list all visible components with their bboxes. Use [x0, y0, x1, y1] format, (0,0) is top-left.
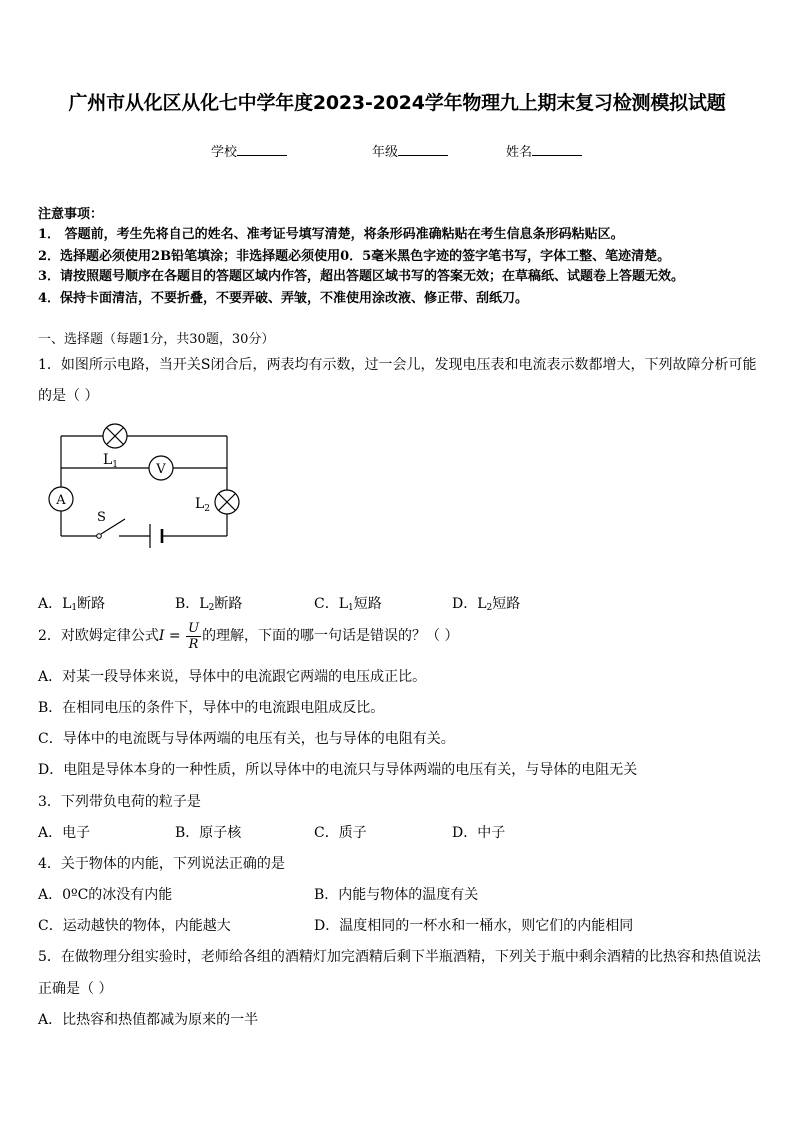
school-blank — [237, 144, 287, 156]
school-field — [211, 141, 287, 160]
note-item: 4．保持卡面清洁，不要折叠，不要弄破、弄皱，不准使用涂改液、修正带、刮纸刀。 — [38, 291, 529, 306]
formula-fraction: $\frac{U}{R}$ — [188, 620, 200, 652]
q4-option-b: B．内能与物体的温度有关 — [314, 887, 479, 903]
lamp-l1-icon — [103, 424, 127, 448]
switch-label: S — [97, 510, 106, 525]
q4-stem: 4．关于物体的内能，下列说法正确的是 — [38, 856, 285, 872]
note-item: 3．请按照题号顺序在各题目的答题区域内作答，超出答题区域书写的答案无效；在草稿纸、试题卷上答题无效。 — [38, 269, 685, 284]
grade-blank — [398, 144, 448, 156]
q5-option-a: A．比热容和热值都减为原来的一半 — [38, 1012, 259, 1028]
note-item: 2．选择题必须使用2B铅笔填涂；非选择题必须使用0．5毫米黑色字迹的签字笔书写，字体工整、笔迹清楚。 — [38, 249, 671, 264]
circuit-diagram — [45, 420, 245, 550]
q1-option-b: B．$L_2$断路 — [175, 596, 243, 613]
q4-option-a: A．0ºC的冰没有内能 — [38, 887, 173, 903]
q2-stem: 2．对欧姆定律公式I = $\frac{U}{R}$ 的理解，下面的哪一句话是错误的？（ ） — [38, 620, 459, 652]
voltmeter-icon — [149, 456, 173, 480]
svg-text:A: A — [56, 493, 66, 508]
name-field — [506, 141, 582, 160]
lamp-l2-label: $L_2$ — [195, 496, 211, 514]
formula-lhs: I — [158, 628, 165, 644]
name-label: 姓名 — [506, 145, 533, 160]
q3-option-d: D．中子 — [452, 825, 506, 841]
q2-stem-pre: 2．对欧姆定律公式 — [38, 628, 159, 644]
grade-field — [372, 141, 448, 160]
q4-option-d: D．温度相同的一杯水和一桶水，则它们的内能相同 — [314, 918, 634, 934]
q3-option-b: B．原子核 — [175, 825, 242, 841]
q2-option-c: C．导体中的电流既与导体两端的电压有关，也与导体的电阻有关。 — [38, 731, 455, 747]
name-blank — [532, 144, 582, 156]
q3-option-a: A．电子 — [38, 825, 91, 841]
page-title: 广州市从化区从化七中学年度2023-2024学年物理九上期末复习检测模拟试题 — [68, 92, 726, 114]
q5-stem-line2: 正确是（ ） — [38, 981, 113, 997]
q3-stem: 3．下列带负电荷的粒子是 — [38, 794, 201, 810]
grade-label: 年级 — [372, 145, 399, 160]
q2-option-b: B．在相同电压的条件下，导体中的电流跟电阻成反比。 — [38, 700, 385, 716]
q4-option-c: C．运动越快的物体，内能越大 — [38, 918, 231, 934]
notes-heading: 注意事项： — [38, 207, 104, 222]
q2-stem-post: 的理解，下面的哪一句话是错误的？（ ） — [202, 628, 459, 644]
ammeter-icon — [49, 487, 73, 511]
lamp-l1-label: $L_1$ — [103, 452, 119, 470]
q1-option-a: A．$L_1$断路 — [38, 596, 106, 613]
note-item: 1． 答题前，考生先将自己的姓名、准考证号填写清楚，将条形码准确粘贴在考生信息条形码粘贴区。 — [38, 227, 624, 242]
q1-option-d: D．$L_2$短路 — [452, 596, 521, 613]
q3-option-c: C．质子 — [314, 825, 367, 841]
lamp-l2-icon — [215, 490, 239, 514]
q1-stem-line2: 的是（ ） — [38, 388, 99, 404]
q1-stem-line1: 1．如图所示电路，当开关S闭合后，两表均有示数，过一会儿，发现电压表和电流表示数都增大，下列故障分析可能 — [38, 357, 757, 373]
q5-stem-line1: 5．在做物理分组实验时，老师给各组的酒精灯加完酒精后剩下半瓶酒精，下列关于瓶中剩余酒精的比热容和热值说法 — [38, 949, 761, 965]
q1-option-c: C．$L_1$短路 — [314, 596, 382, 613]
school-label: 学校 — [211, 145, 238, 160]
switch-contact — [97, 534, 102, 539]
q2-option-d: D．电阻是导体本身的一种性质，所以导体中的电流只与导体两端的电压有关，与导体的电阻无关 — [38, 762, 638, 778]
svg-text:V: V — [156, 462, 166, 477]
section-heading: 一、选择题（每题1分，共30题，30分） — [38, 332, 275, 347]
q2-option-a: A．对某一段导体来说，导体中的电流跟它两端的电压成正比。 — [38, 669, 427, 685]
